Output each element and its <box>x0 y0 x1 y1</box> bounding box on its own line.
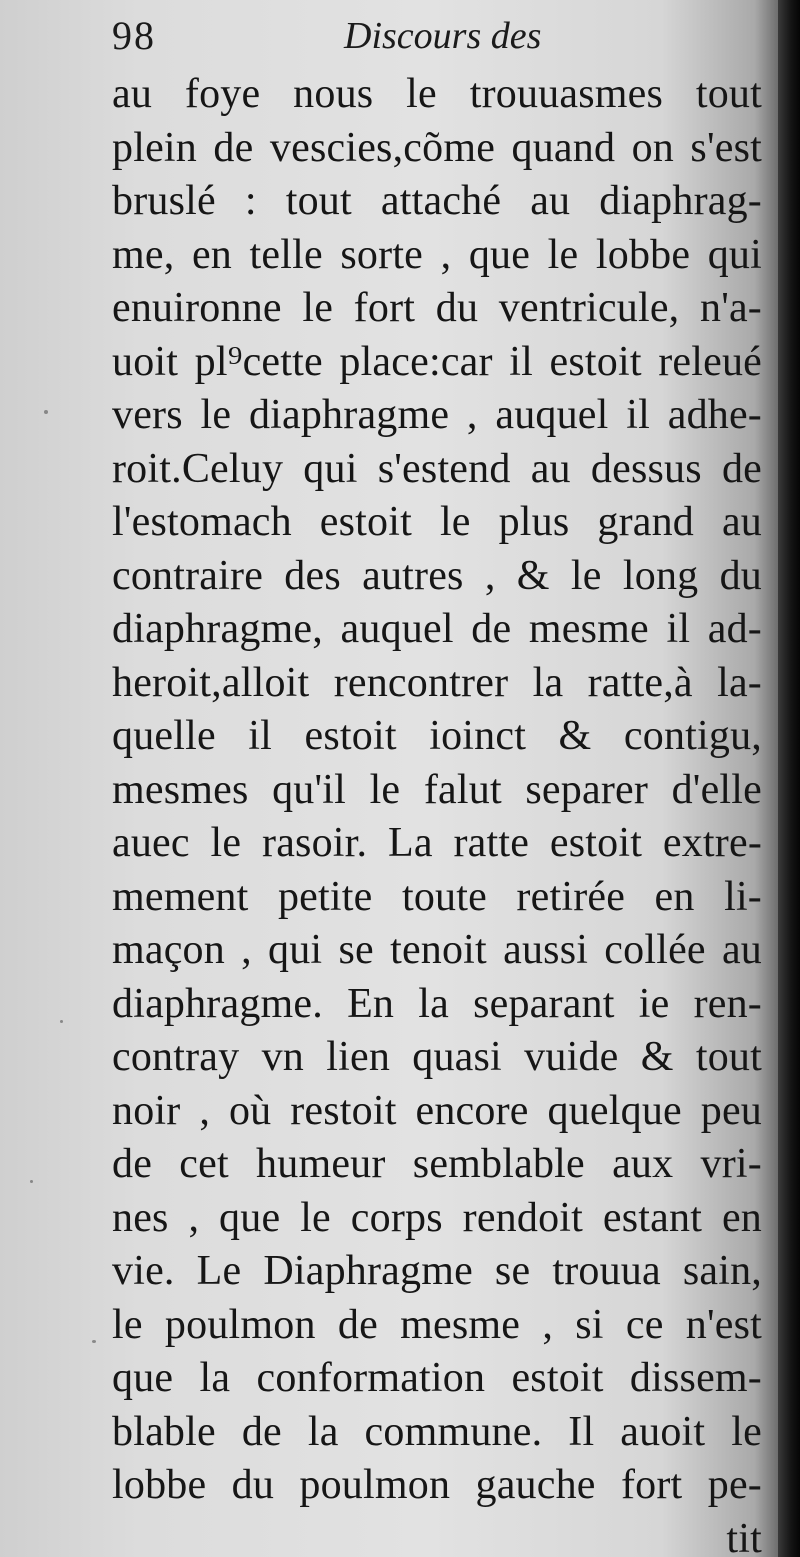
text-line: le poulmon de mesme , si ce n'est <box>112 1301 762 1348</box>
text-line: blable de la commune. Il auoit le <box>112 1408 762 1455</box>
text-line: uoit pl⁹cette place:car il estoit releué <box>112 338 762 385</box>
catchword: tit <box>726 1515 762 1557</box>
text-line: plein de vescies,cõme quand on s'est <box>112 124 762 171</box>
text-line: l'estomach estoit le plus grand au <box>112 499 762 545</box>
text-line: quelle il estoit ioinct & contigu, <box>112 713 762 759</box>
ink-speck <box>60 1020 63 1023</box>
text-line: contraire des autres , & le long du <box>112 552 762 599</box>
text-line: nes , que le corps rendoit estant en <box>112 1194 762 1241</box>
text-line: me, en telle sorte , que le lobbe qui <box>112 231 762 278</box>
running-title: Discours des <box>344 15 542 57</box>
text-line: maçon , qui se tenoit aussi collée au <box>112 927 762 973</box>
ink-speck <box>44 410 48 414</box>
text-line: auec le rasoir. La ratte estoit extre- <box>112 820 762 866</box>
text-line: mement petite toute retirée en li- <box>112 873 762 920</box>
text-line: lobbe du poulmon gauche fort pe- <box>112 1462 762 1508</box>
text-line: de cet humeur semblable aux vri- <box>112 1141 762 1187</box>
text-line: roit.Celuy qui s'estend au dessus de <box>112 445 762 492</box>
text-line: vie. Le Diaphragme se trouua sain, <box>112 1248 762 1294</box>
page-header <box>112 8 772 64</box>
text-line: mesmes qu'il le falut separer d'elle <box>112 766 762 813</box>
text-line: que la conformation estoit dissem- <box>112 1355 762 1401</box>
text-line: noir , où restoit encore quelque peu <box>112 1087 762 1134</box>
text-line: vers le diaphragme , auquel il adhe- <box>112 392 762 438</box>
text-line: diaphragme. En la separant ie ren- <box>112 980 762 1027</box>
text-line: bruslé : tout attaché au diaphrag- <box>112 178 762 224</box>
text-line: enuironne le fort du ventricule, n'a- <box>112 285 762 331</box>
page-number: 98 <box>112 13 156 58</box>
text-line: contray vn lien quasi vuide & tout <box>112 1034 762 1080</box>
book-gutter <box>778 0 800 1557</box>
text-line: diaphragme, auquel de mesme il ad- <box>112 606 762 652</box>
ink-speck <box>30 1180 33 1183</box>
ink-speck <box>92 1340 96 1343</box>
body-text <box>112 68 762 1557</box>
text-line: heroit,alloit rencontrer la ratte,à la- <box>112 659 762 706</box>
text-line: au foye nous le trouuasmes tout <box>112 71 762 117</box>
